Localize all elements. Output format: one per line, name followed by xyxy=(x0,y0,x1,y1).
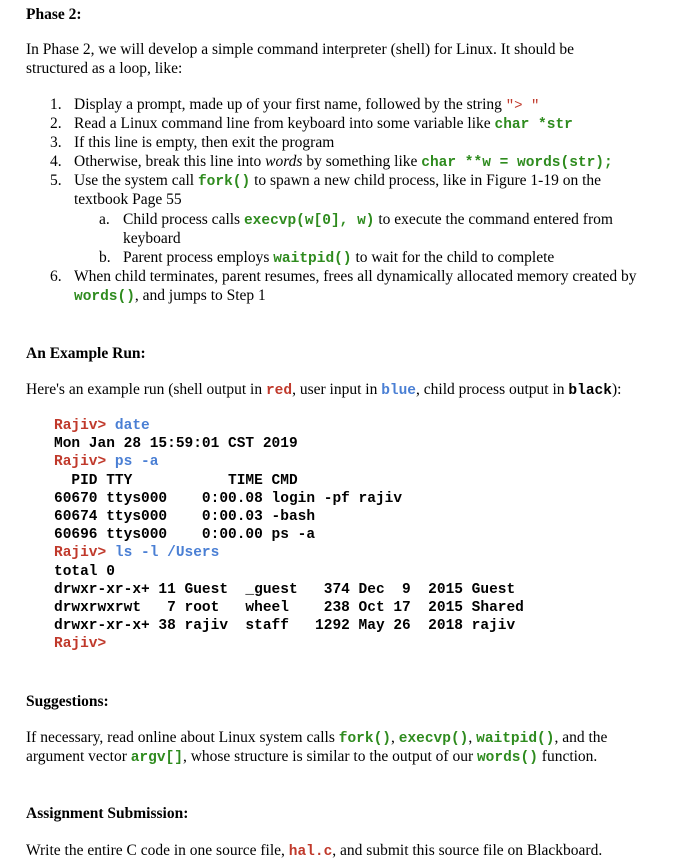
step-number: 4. xyxy=(50,153,62,170)
code-words: char **w = words(str); xyxy=(421,155,613,171)
phase-heading: Phase 2: xyxy=(26,6,82,23)
substep-letter: b. xyxy=(99,249,111,266)
terminal-line xyxy=(54,453,524,471)
example-description xyxy=(26,380,621,401)
user-input: date xyxy=(114,418,150,434)
desc-text: , child process output in xyxy=(416,381,569,398)
step-text: Otherwise, break this line into xyxy=(74,153,266,170)
desc-black-word: black xyxy=(568,383,612,399)
child-output: 60670 ttys000 0:00.08 login -pf rajiv xyxy=(54,490,403,507)
step-number: 1. xyxy=(50,96,62,113)
step-text: by something like xyxy=(302,153,422,170)
step-3 xyxy=(50,133,334,152)
substep-letter: a. xyxy=(99,211,110,228)
intro-line-2: structured as a loop, like: xyxy=(26,60,183,77)
step-5-continuation: textbook Page 55 xyxy=(74,191,182,208)
step-5b xyxy=(99,248,554,269)
intro-line-1: In Phase 2, we will develop a simple command interpreter (shell) for Linux. It should be xyxy=(26,41,574,58)
submission-heading: Assignment Submission: xyxy=(26,805,189,822)
step-1 xyxy=(50,95,539,116)
user-input: ls -l /Users xyxy=(114,545,220,562)
shell-prompt: Rajiv> xyxy=(54,636,107,653)
child-output: drwxrwxrwt 7 root wheel 238 Oct 17 2015 Shared xyxy=(54,599,524,616)
code-fork: fork() xyxy=(197,174,251,190)
desc-text: , user input in xyxy=(292,381,382,398)
shell-prompt: Rajiv> xyxy=(54,545,115,562)
desc-text: Here's an example run (shell output in xyxy=(26,381,266,398)
prompt-string-code: "> " xyxy=(505,98,540,114)
step-text: Parent process employs xyxy=(123,249,274,266)
step-text: When child terminates, parent resumes, frees all dynamically allocated memory created by xyxy=(74,268,637,285)
example-heading: An Example Run: xyxy=(26,345,146,362)
step-number: 5. xyxy=(50,172,62,189)
step-text: Use the system call xyxy=(74,172,198,189)
step-text: Child process calls xyxy=(123,211,244,228)
desc-red-word: red xyxy=(265,383,293,399)
step-text: to wait for the child to complete xyxy=(351,249,555,266)
step-number: 2. xyxy=(50,115,62,132)
code-waitpid: waitpid() xyxy=(273,251,352,267)
step-text: Read a Linux command line from keyboard into some variable like xyxy=(74,115,495,132)
child-output: drwxr-xr-x+ 38 rajiv staff 1292 May 26 2018 rajiv xyxy=(54,618,516,635)
step-5a-continuation: keyboard xyxy=(123,230,181,247)
code-execvp: execvp(w[0], w) xyxy=(243,213,375,229)
terminal-line xyxy=(54,544,524,562)
suggestions-line-1: If necessary, read online about Linux system calls fork(), execvp(), waitpid(), and the xyxy=(26,729,608,747)
child-output: drwxr-xr-x+ 11 Guest _guest 374 Dec 9 2015 Guest xyxy=(54,581,516,598)
step-4 xyxy=(50,152,613,173)
step-number: 3. xyxy=(50,134,62,151)
step-text: If this line is empty, then exit the program xyxy=(74,134,335,151)
step-text: Display a prompt, made up of your first name, followed by the string xyxy=(74,96,506,113)
desc-text: ): xyxy=(611,381,622,398)
code-argv: argv[] xyxy=(130,750,183,766)
shell-prompt: Rajiv> xyxy=(54,454,115,471)
terminal-transcript xyxy=(54,417,524,653)
step-6-continuation xyxy=(74,286,266,307)
child-output: 60696 ttys000 0:00.00 ps -a xyxy=(54,527,316,544)
child-output: Mon Jan 28 15:59:01 CST 2019 xyxy=(54,436,298,453)
step-5 xyxy=(50,171,601,192)
user-input: ps -a xyxy=(114,454,159,471)
step-text-emphasis: words xyxy=(265,153,303,170)
child-output: total 0 xyxy=(54,563,115,580)
code-fork: fork() xyxy=(338,731,391,747)
child-output: 60674 ttys000 0:00.03 -bash xyxy=(54,508,316,525)
code-words-fn: words() xyxy=(74,289,135,305)
code-execvp: execvp() xyxy=(398,731,469,747)
suggestions-heading: Suggestions: xyxy=(26,693,109,710)
step-number: 6. xyxy=(50,268,62,285)
suggestion-text: , and the xyxy=(554,729,608,746)
suggestion-text: , whose structure is similar to the output of our xyxy=(182,748,477,765)
submission-text-part: , and submit this source file on Blackboard. xyxy=(332,842,603,859)
step-5a xyxy=(99,210,613,231)
source-filename: hal.c xyxy=(288,844,333,860)
submission-text-part: Write the entire C code in one source file, xyxy=(26,842,289,859)
step-text: , and jumps to Step 1 xyxy=(134,287,266,304)
child-output: PID TTY TIME CMD xyxy=(54,472,298,489)
terminal-line xyxy=(54,417,524,435)
suggestion-text: function. xyxy=(537,748,598,765)
suggestions-line-2 xyxy=(26,747,597,768)
submission-text xyxy=(26,841,602,862)
code-waitpid: waitpid() xyxy=(476,731,555,747)
code-char-str: char *str xyxy=(494,117,573,133)
suggestion-text: If necessary, read online about Linux system calls xyxy=(26,729,339,746)
step-text: to execute the command entered from xyxy=(374,211,613,228)
shell-prompt: Rajiv> xyxy=(54,418,115,434)
desc-blue-word: blue xyxy=(381,383,417,399)
step-2 xyxy=(50,114,573,135)
step-6 xyxy=(50,267,637,286)
suggestion-text: argument vector xyxy=(26,748,131,765)
step-text: to spawn a new child process, like in Figure 1-19 on the xyxy=(250,172,602,189)
code-words-fn: words() xyxy=(476,750,538,766)
